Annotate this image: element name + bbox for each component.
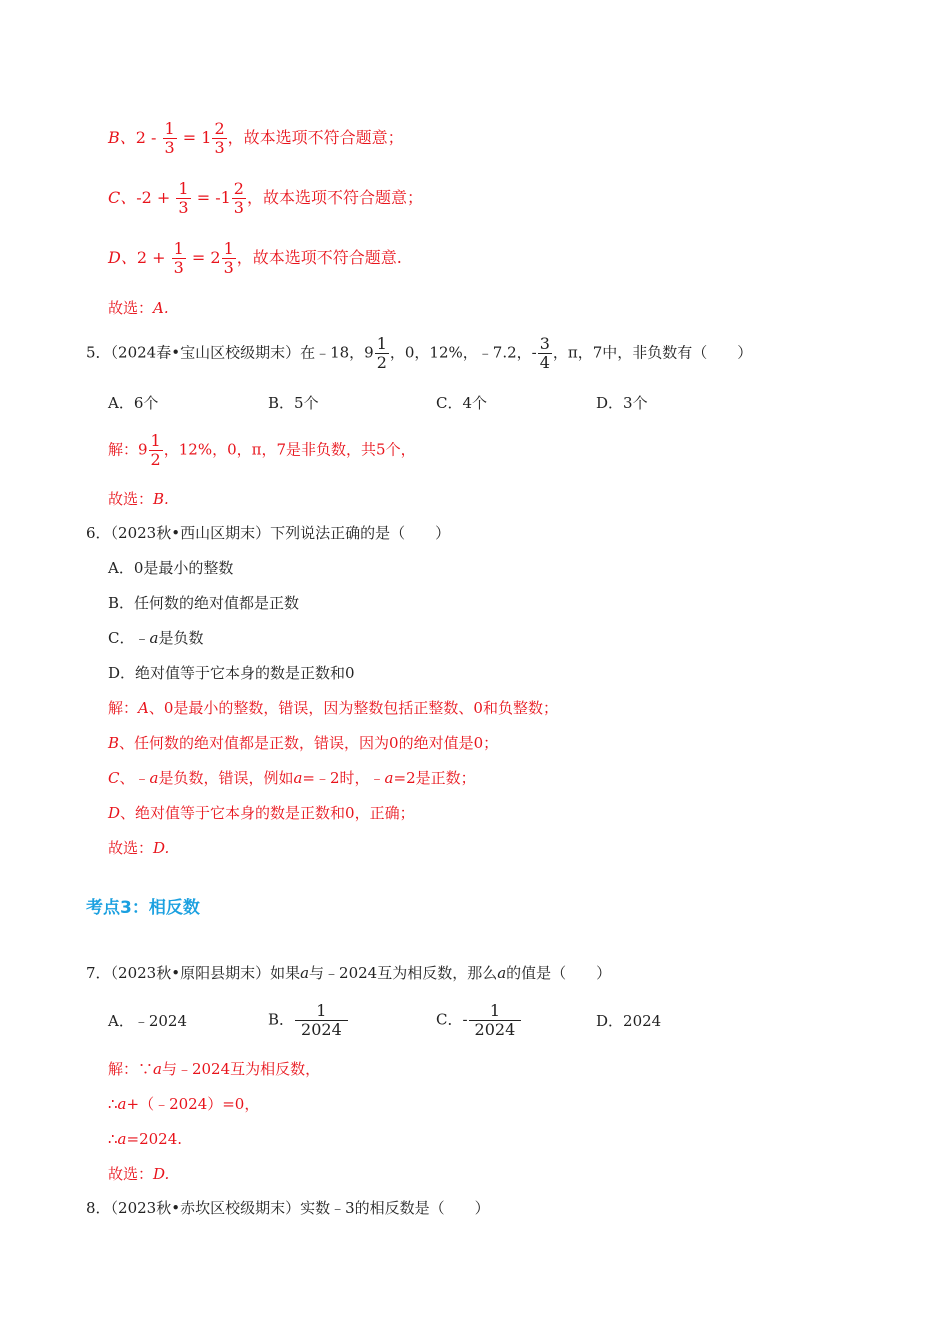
denominator: 3 — [233, 198, 244, 217]
stem-text: ，π，7中，非负数有（ ） — [552, 343, 753, 362]
q4-solution-b — [108, 120, 404, 157]
fraction — [172, 240, 186, 277]
answer-value: D. — [153, 1165, 170, 1183]
option-label: B、 — [108, 128, 136, 147]
section-heading: 考点3：相反数 — [86, 898, 200, 918]
q7-option-c — [436, 1002, 522, 1039]
fraction — [232, 180, 246, 217]
denominator: 3 — [173, 258, 184, 277]
numerator: 1 — [178, 179, 189, 198]
solution-text: =2是正数； — [393, 769, 476, 787]
denominator: 3 — [178, 198, 189, 217]
solution-text: 解：9 — [108, 440, 148, 459]
option-text: C．﹣ — [108, 629, 150, 647]
q7-answer — [108, 1164, 169, 1184]
solution-text: 是负数，错误，例如 — [158, 769, 294, 787]
q4-answer — [108, 298, 169, 318]
answer-label: 故选： — [108, 299, 154, 317]
denominator: 3 — [214, 138, 225, 157]
stem-text: 7．（2023秋•原阳县期末）如果 — [86, 964, 301, 982]
q7-solution-3 — [108, 1129, 182, 1149]
solution-text: 、﹣ — [119, 769, 150, 787]
solution-text: ∴ — [108, 1095, 118, 1113]
variable: a — [153, 1060, 162, 1078]
expr: = -1 — [191, 188, 231, 207]
numerator: 3 — [539, 334, 550, 353]
solution-text: 、绝对值等于它本身的数是正数和0，正确； — [120, 804, 415, 822]
option-label: D、 — [108, 248, 137, 267]
denominator: 2 — [376, 353, 387, 372]
answer-value: B. — [153, 490, 169, 508]
solution-text: 解： — [108, 699, 139, 717]
option-label: B． — [268, 1010, 295, 1029]
answer-label: 故选： — [108, 490, 154, 508]
q7-solution-1 — [108, 1059, 320, 1079]
variable: a — [497, 964, 507, 982]
variable: a — [300, 964, 310, 982]
q6-answer — [108, 838, 169, 858]
q6-stem: 6．（2023秋•西山区期末）下列说法正确的是（ ） — [86, 524, 451, 542]
numerator: 1 — [376, 334, 387, 353]
variable: a — [384, 769, 394, 787]
option-label: A — [138, 699, 149, 717]
expr: = 2 — [186, 248, 221, 267]
expr: 2 - — [135, 128, 162, 147]
denominator: 2024 — [474, 1020, 516, 1039]
denominator: 2 — [150, 450, 161, 469]
stem-text: ，0，12%，﹣7.2，- — [389, 343, 537, 362]
answer-value: A. — [153, 299, 169, 317]
q5-option-d: D．3个 — [596, 394, 648, 412]
q5-option-b: B．5个 — [268, 394, 319, 412]
numerator: 2 — [233, 179, 244, 198]
text: ，故本选项不符合题意； — [227, 128, 404, 147]
variable: a — [149, 769, 159, 787]
variable: a — [117, 1130, 127, 1148]
expr: = 1 — [177, 128, 212, 147]
denominator: 4 — [539, 353, 550, 372]
variable: a — [117, 1095, 127, 1113]
q7-solution-2 — [108, 1094, 259, 1114]
option-text: 是负数 — [158, 629, 204, 647]
fraction — [375, 335, 389, 372]
fraction — [163, 120, 177, 157]
option-label: D — [108, 804, 121, 822]
numerator: 1 — [150, 431, 161, 450]
stem-text: 与﹣2024互为相反数，那么 — [309, 964, 498, 982]
q7-option-a: A．﹣2024 — [108, 1012, 188, 1030]
q7-option-d: D．2024 — [596, 1012, 662, 1030]
q6-solution-c — [108, 768, 476, 788]
fraction — [469, 1002, 522, 1039]
fraction — [295, 1002, 348, 1039]
option-label: C．- — [436, 1010, 468, 1029]
stem-text: 的值是（ ） — [506, 964, 612, 982]
denominator: 2024 — [301, 1020, 342, 1039]
q5-option-a: A．6个 — [108, 394, 159, 412]
option-label: B — [108, 734, 120, 752]
variable: a — [149, 629, 159, 647]
answer-value: D. — [153, 839, 170, 857]
solution-text: +（﹣2024）=0， — [126, 1095, 260, 1113]
option-label: C、 — [108, 188, 137, 207]
solution-text: =2024. — [126, 1130, 183, 1148]
solution-text: 解：∵ — [108, 1060, 154, 1078]
fraction — [176, 180, 190, 217]
q6-solution-b — [108, 733, 498, 753]
answer-label: 故选： — [108, 1165, 154, 1183]
numerator: 1 — [164, 119, 175, 138]
q4-solution-d — [108, 240, 402, 277]
numerator: 1 — [223, 239, 234, 258]
numerator: 1 — [295, 1002, 348, 1021]
denominator: 3 — [223, 258, 234, 277]
q5-stem — [86, 335, 752, 372]
fraction — [538, 335, 552, 372]
solution-text: 、0是最小的整数，错误，因为整数包括正整数、0和负整数； — [148, 699, 558, 717]
q6-option-c — [108, 628, 203, 648]
solution-text: =﹣2时，﹣ — [302, 769, 385, 787]
numerator: 1 — [173, 239, 184, 258]
q6-option-a: A．0是最小的整数 — [108, 559, 234, 577]
denominator: 3 — [164, 138, 175, 157]
solution-text: 与﹣2024互为相反数， — [161, 1060, 321, 1078]
q7-stem — [86, 963, 611, 983]
solution-text: ，12%，0，π，7是非负数，共5个， — [163, 440, 416, 459]
answer-label: 故选： — [108, 839, 154, 857]
numerator: 1 — [469, 1002, 522, 1021]
numerator: 2 — [214, 119, 225, 138]
solution-text: ∴ — [108, 1130, 118, 1148]
variable: a — [293, 769, 303, 787]
q6-option-b: B．任何数的绝对值都是正数 — [108, 594, 300, 612]
option-label: C — [108, 769, 120, 787]
q6-option-d: D．绝对值等于它本身的数是正数和0 — [108, 664, 355, 682]
q5-option-c: C．4个 — [436, 394, 488, 412]
q6-solution-d — [108, 803, 415, 823]
fraction — [149, 432, 163, 469]
expr: -2 + — [136, 188, 176, 207]
q5-answer — [108, 489, 169, 509]
text: ，故本选项不符合题意. — [236, 248, 402, 267]
q4-solution-c — [108, 180, 423, 217]
expr: 2 + — [136, 248, 171, 267]
q8-stem: 8．（2023秋•赤坎区校级期末）实数﹣3的相反数是（ ） — [86, 1199, 490, 1217]
q7-option-b — [268, 1002, 349, 1039]
fraction — [212, 120, 226, 157]
q6-solution-a — [108, 698, 558, 718]
solution-text: 、任何数的绝对值都是正数，错误，因为0的绝对值是0； — [119, 734, 499, 752]
text: ，故本选项不符合题意； — [246, 188, 423, 207]
stem-text: 5．（2024春•宝山区校级期末）在﹣18，9 — [86, 343, 374, 362]
fraction — [222, 240, 236, 277]
q5-solution — [108, 432, 416, 469]
